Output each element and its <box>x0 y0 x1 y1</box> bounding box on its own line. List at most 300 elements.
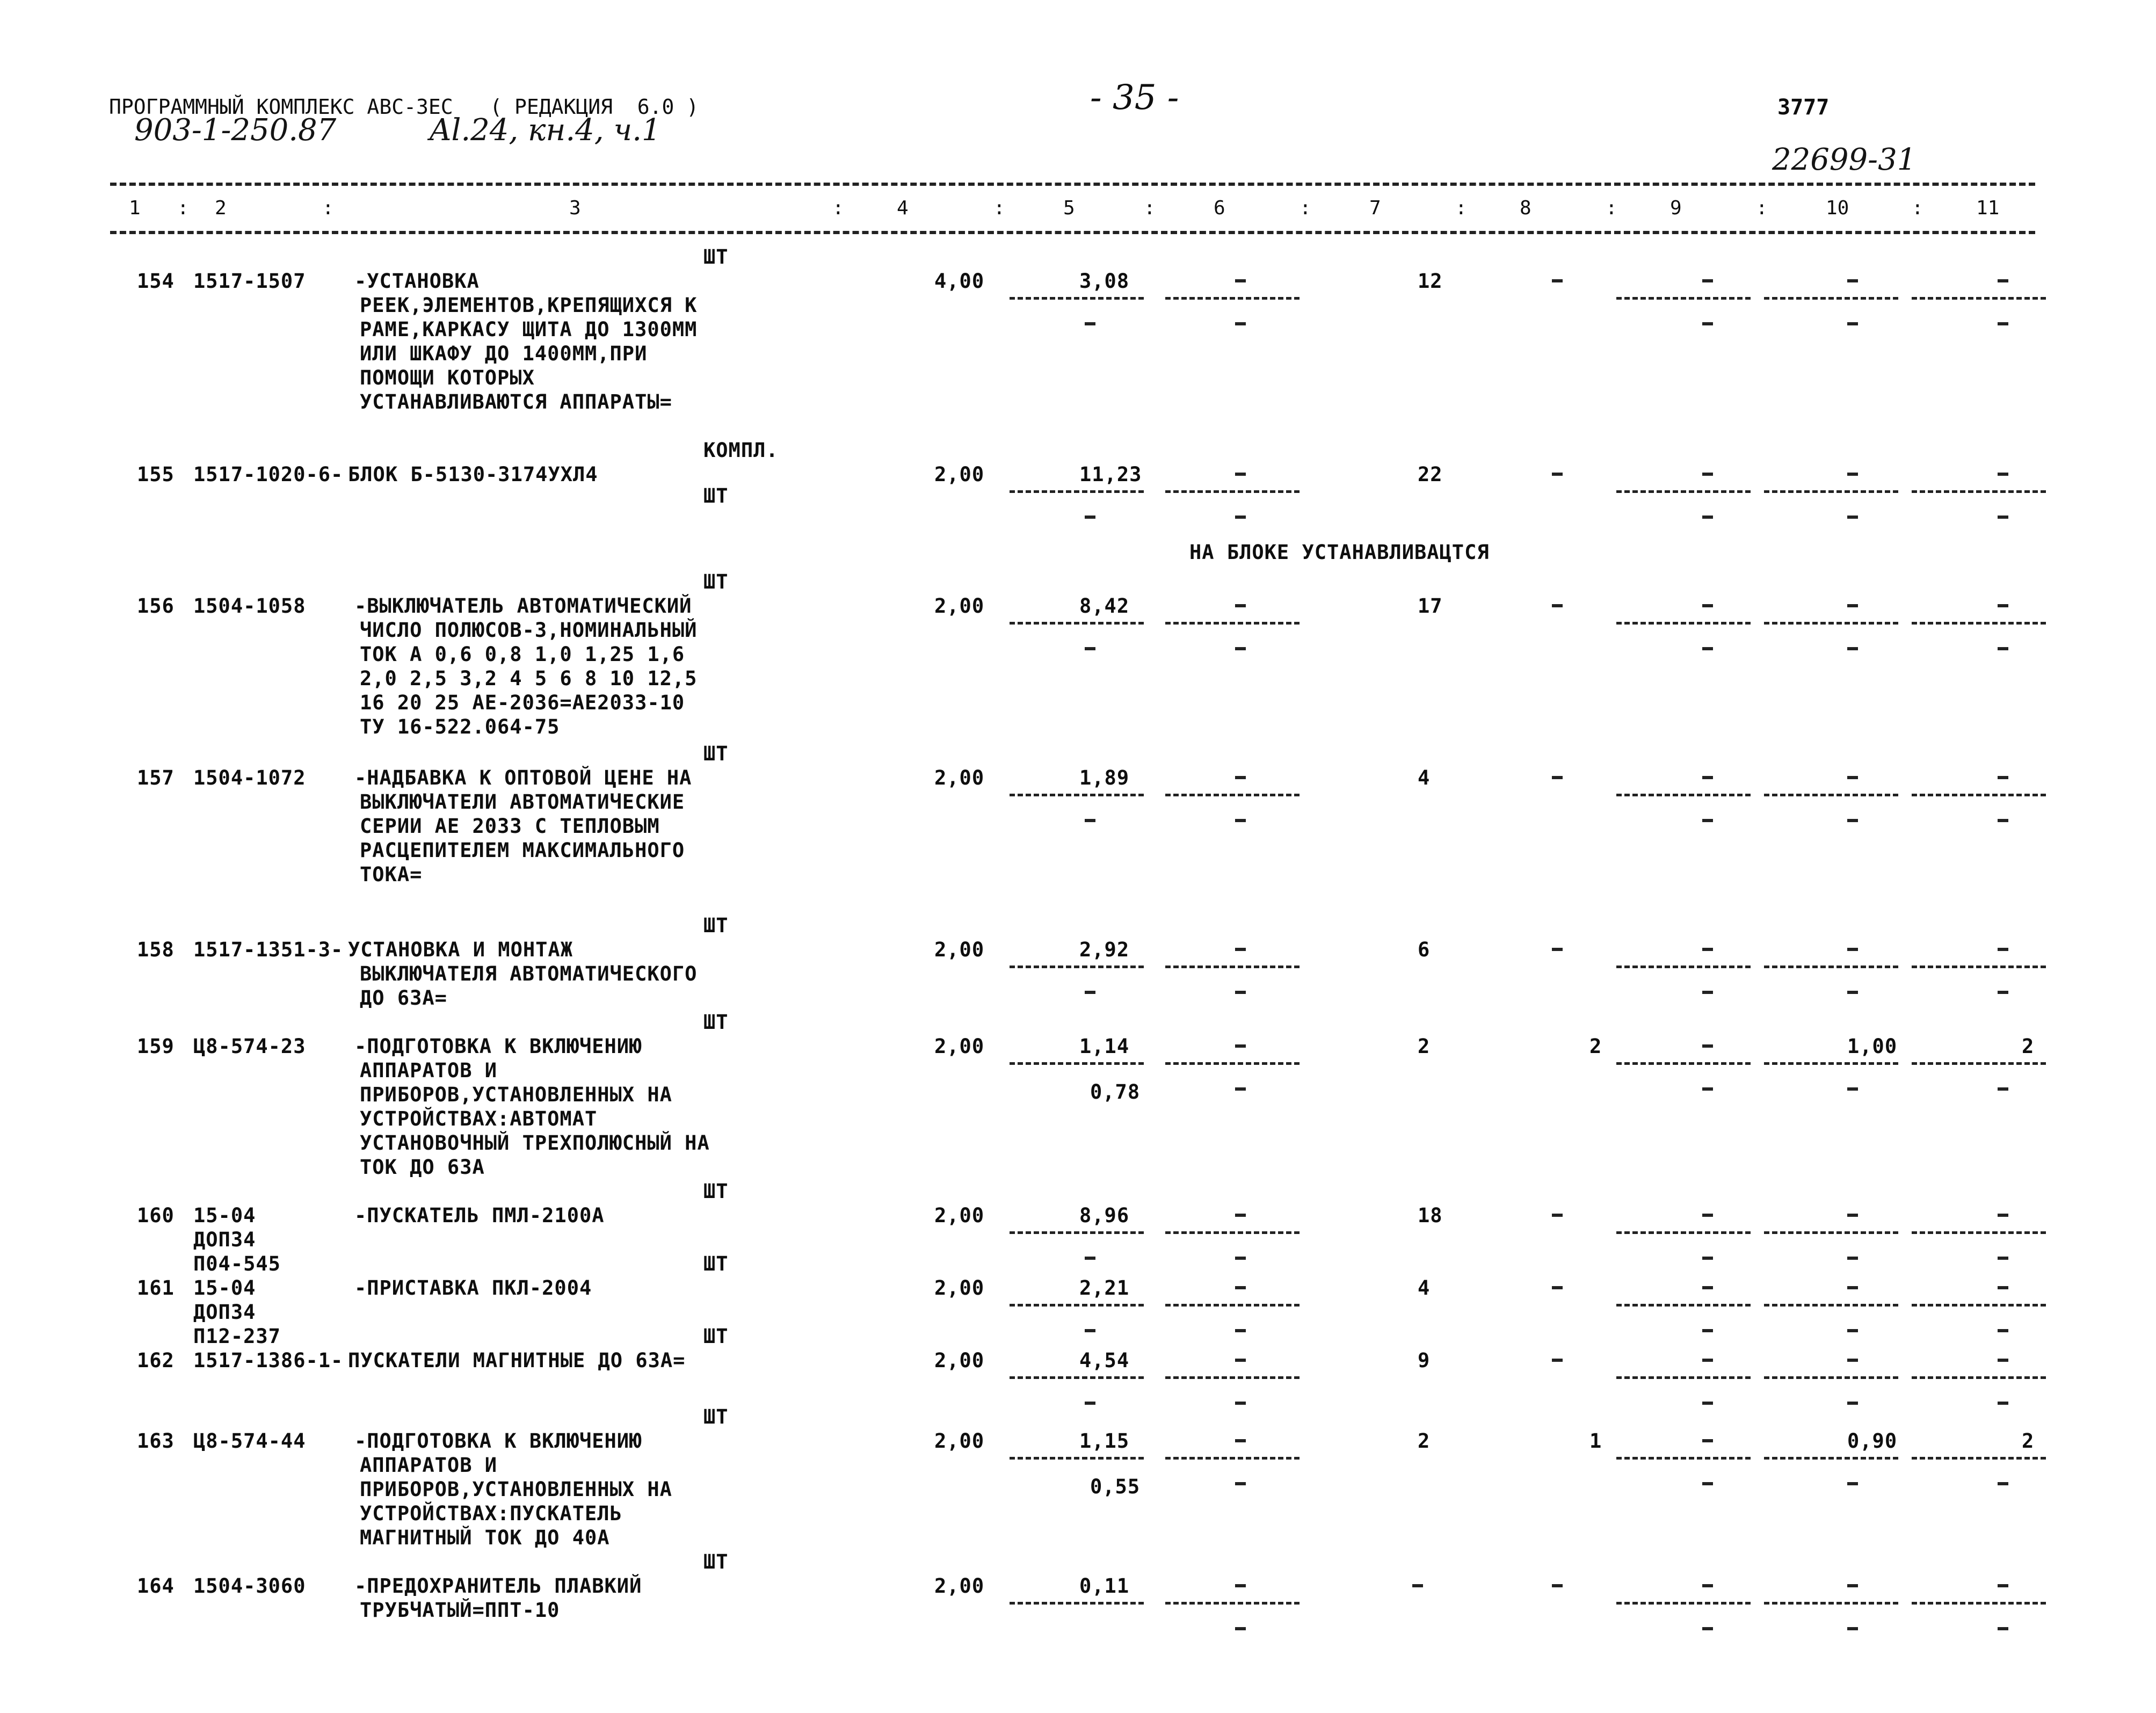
col10-sub-dash <box>1847 1329 1858 1332</box>
price-value: 1,14 <box>1079 1035 1130 1058</box>
price-sub-dash <box>1085 647 1095 650</box>
row-code-secondary: ДОП34 <box>193 1301 256 1324</box>
description-line: -ВЫКЛЮЧАТЕЛЬ АВТОМАТИЧЕСКИЙ <box>354 594 692 618</box>
col10-dash <box>1847 1359 1858 1362</box>
col10-underline <box>1764 1231 1898 1234</box>
col10-sub-dash <box>1847 1402 1858 1405</box>
col6-dash <box>1235 279 1246 282</box>
col11-dash <box>1998 1584 2008 1587</box>
col10-dash <box>1847 604 1858 607</box>
column-number-2: 2 <box>215 197 227 219</box>
col10-sub-dash <box>1847 1482 1858 1485</box>
col11-sub-dash <box>1998 1402 2008 1405</box>
col11-underline <box>1912 1457 2046 1460</box>
col11-underline <box>1912 1602 2046 1605</box>
price-value: 8,42 <box>1079 594 1130 618</box>
price-value: 2,92 <box>1079 938 1130 961</box>
price-value: 4,54 <box>1079 1349 1130 1372</box>
row-number: 156 <box>137 594 175 618</box>
unit-label: ШТ <box>703 1550 729 1573</box>
row-number: 155 <box>137 463 175 486</box>
description-line: -ПРЕДОХРАНИТЕЛЬ ПЛАВКИЙ <box>354 1574 642 1598</box>
col7-dash <box>1412 1584 1423 1587</box>
album-reference: Al.24, кн.4, ч.1 <box>430 113 661 148</box>
unit-label: ШТ <box>703 742 729 765</box>
price-underline <box>1010 1231 1144 1234</box>
col10-sub-dash <box>1847 819 1858 822</box>
col10-dash <box>1847 473 1858 476</box>
description-line: ТРУБЧАТЫЙ=ППТ-10 <box>360 1599 560 1622</box>
col10-sub-dash <box>1847 991 1858 994</box>
col10-underline <box>1764 1457 1898 1460</box>
description-line: -ПОДГОТОВКА К ВКЛЮЧЕНИЮ <box>354 1429 642 1453</box>
col11-sub-dash <box>1998 1329 2008 1332</box>
row-number: 162 <box>137 1349 175 1372</box>
unit-label: ШТ <box>703 570 729 593</box>
col11-sub-dash <box>1998 322 2008 325</box>
sheet-number: 3777 <box>1777 95 1830 120</box>
row-number: 159 <box>137 1035 175 1058</box>
col7-value: 2 <box>1418 1429 1431 1453</box>
col8-value: 1 <box>1589 1429 1602 1453</box>
col6-sub-dash <box>1235 322 1246 325</box>
price-underline <box>1010 794 1144 796</box>
row-code-tertiary: П12-237 <box>193 1325 281 1348</box>
description-line: ВЫКЛЮЧАТЕЛЯ АВТОМАТИЧЕСКОГО <box>360 962 698 985</box>
column-separator: : <box>832 197 844 219</box>
quantity-value: 2,00 <box>934 1204 985 1227</box>
col10-value: 1,00 <box>1847 1035 1898 1058</box>
row-number: 154 <box>137 270 175 293</box>
description-line: ПУСКАТЕЛИ МАГНИТНЫЕ ДО 63А= <box>348 1349 686 1372</box>
col10-sub-dash <box>1847 322 1858 325</box>
row-code-tertiary: П04-545 <box>193 1252 281 1275</box>
col9-dash <box>1702 473 1713 476</box>
description-line: ПРИБОРОВ,УСТАНОВЛЕННЫХ НА <box>360 1478 672 1501</box>
col9-sub-dash <box>1702 1329 1713 1332</box>
col10-dash <box>1847 1286 1858 1289</box>
unit-label: ШТ <box>703 914 729 937</box>
col6-underline <box>1165 1231 1300 1234</box>
col11-sub-dash <box>1998 647 2008 650</box>
description-line: ТОК ДО 63А <box>360 1156 485 1179</box>
col11-dash <box>1998 279 2008 282</box>
row-number: 157 <box>137 766 175 789</box>
col6-sub-dash <box>1235 819 1246 822</box>
project-code: 903-1-250.87 <box>134 113 337 148</box>
col11-sub-dash <box>1998 819 2008 822</box>
col6-underline <box>1165 1457 1300 1460</box>
col11-sub-dash <box>1998 1257 2008 1260</box>
description-line: -УСТАНОВКА <box>354 270 480 293</box>
description-line: ЧИСЛО ПОЛЮСОВ-3,НОМИНАЛЬНЫЙ <box>360 619 698 642</box>
row-number: 164 <box>137 1574 175 1598</box>
col8-dash <box>1552 776 1563 779</box>
description-line: УСТРОЙСТВАХ:АВТОМАТ <box>360 1107 598 1130</box>
col6-dash <box>1235 948 1246 951</box>
price-sub-dash <box>1085 1329 1095 1332</box>
col11-underline <box>1912 622 2046 625</box>
row-code: 1517-1351-3- <box>193 938 344 961</box>
header-rule-bottom <box>110 231 2035 234</box>
header-rule-top <box>110 183 2035 186</box>
col11-underline <box>1912 794 2046 796</box>
col10-dash <box>1847 776 1858 779</box>
col8-value: 2 <box>1589 1035 1602 1058</box>
col9-underline <box>1616 1457 1751 1460</box>
description-line: ПОМОЩИ КОТОРЫХ <box>360 366 535 389</box>
row-code-secondary: ДОП34 <box>193 1228 256 1251</box>
description-line: ТУ 16-522.064-75 <box>360 715 560 738</box>
col6-sub-dash <box>1235 1482 1246 1485</box>
col11-dash <box>1998 1359 2008 1362</box>
price-value: 11,23 <box>1079 463 1142 486</box>
col10-dash <box>1847 1584 1858 1587</box>
col10-dash <box>1847 1214 1858 1217</box>
col9-underline <box>1616 1304 1751 1306</box>
column-number-5: 5 <box>1063 197 1075 219</box>
price-underline <box>1010 622 1144 625</box>
col9-sub-dash <box>1702 991 1713 994</box>
quantity-value: 2,00 <box>934 1349 985 1372</box>
unit-label: ШТ <box>703 245 729 268</box>
col7-value: 18 <box>1418 1204 1443 1227</box>
col6-dash <box>1235 1359 1246 1362</box>
col9-dash <box>1702 776 1713 779</box>
quantity-value: 2,00 <box>934 1429 985 1453</box>
col11-dash <box>1998 1214 2008 1217</box>
col11-underline <box>1912 1062 2046 1065</box>
col9-sub-dash <box>1702 819 1713 822</box>
col7-value: 4 <box>1418 766 1431 789</box>
col10-dash <box>1847 279 1858 282</box>
price-value: 8,96 <box>1079 1204 1130 1227</box>
unit-label-secondary: ШТ <box>703 484 729 507</box>
col10-dash <box>1847 948 1858 951</box>
col10-sub-dash <box>1847 1627 1858 1630</box>
description-line: СЕРИИ АЕ 2033 С ТЕПЛОВЫМ <box>360 815 660 838</box>
price-underline <box>1010 1304 1144 1306</box>
col11-value: 2 <box>2022 1035 2035 1058</box>
col6-sub-dash <box>1235 1627 1246 1630</box>
col7-value: 4 <box>1418 1276 1431 1300</box>
col8-dash <box>1552 1214 1563 1217</box>
col9-underline <box>1616 966 1751 968</box>
col11-dash <box>1998 473 2008 476</box>
col8-dash <box>1552 473 1563 476</box>
col6-dash <box>1235 776 1246 779</box>
price-sub-dash <box>1085 516 1095 519</box>
col6-underline <box>1165 1376 1300 1379</box>
price-underline <box>1010 966 1144 968</box>
col11-value: 2 <box>2022 1429 2035 1453</box>
row-number: 158 <box>137 938 175 961</box>
col6-sub-dash <box>1235 647 1246 650</box>
col9-underline <box>1616 1602 1751 1605</box>
page-number: - 35 - <box>1090 78 1179 118</box>
col9-underline <box>1616 1231 1751 1234</box>
col11-dash <box>1998 776 2008 779</box>
col11-dash <box>1998 1286 2008 1289</box>
col7-value: 22 <box>1418 463 1443 486</box>
col9-dash <box>1702 1439 1713 1442</box>
description-line: УСТАНОВОЧНЫЙ ТРЕХПОЛЮСНЫЙ НА <box>360 1131 710 1155</box>
col10-sub-dash <box>1847 1087 1858 1091</box>
row-number: 161 <box>137 1276 175 1300</box>
col10-sub-dash <box>1847 647 1858 650</box>
description-line: АППАРАТОВ И <box>360 1059 498 1082</box>
row-code: 15-04 <box>193 1204 256 1227</box>
description-line: -ПРИСТАВКА ПКЛ-2004 <box>354 1276 592 1300</box>
description-line: 2,0 2,5 3,2 4 5 6 8 10 12,5 <box>360 667 698 690</box>
price-value: 1,89 <box>1079 766 1130 789</box>
price-underline <box>1010 1602 1144 1605</box>
col9-dash <box>1702 1214 1713 1217</box>
col10-underline <box>1764 1062 1898 1065</box>
row-code: 1517-1507 <box>193 270 306 293</box>
description-line: -ПУСКАТЕЛЬ ПМЛ-2100А <box>354 1204 605 1227</box>
price-underline <box>1010 1457 1144 1460</box>
col6-dash <box>1235 1439 1246 1442</box>
price-sub-value: 0,55 <box>1090 1475 1141 1498</box>
description-line: УСТАНОВКА И МОНТАЖ <box>348 938 573 961</box>
col6-dash <box>1235 1044 1246 1048</box>
col10-underline <box>1764 794 1898 796</box>
unit-label: КОМПЛ. <box>703 439 779 462</box>
description-line: РАМЕ,КАРКАСУ ЩИТА ДО 1300ММ <box>360 318 698 341</box>
description-line: ИЛИ ШКАФУ ДО 1400ММ,ПРИ <box>360 342 648 365</box>
col9-dash <box>1702 1359 1713 1362</box>
col7-value: 12 <box>1418 270 1443 293</box>
table-note: НА БЛОКЕ УСТАНАВЛИВАЦТСЯ <box>1189 541 1490 564</box>
col6-underline <box>1165 490 1300 493</box>
col11-underline <box>1912 297 2046 300</box>
column-separator: : <box>177 197 189 219</box>
col9-underline <box>1616 297 1751 300</box>
col6-underline <box>1165 297 1300 300</box>
col9-sub-dash <box>1702 1627 1713 1630</box>
row-code: 1504-1058 <box>193 594 306 618</box>
col11-underline <box>1912 490 2046 493</box>
column-number-4: 4 <box>897 197 909 219</box>
price-underline <box>1010 490 1144 493</box>
column-number-8: 8 <box>1520 197 1531 219</box>
col7-value: 6 <box>1418 938 1431 961</box>
col6-dash <box>1235 1214 1246 1217</box>
col11-sub-dash <box>1998 1482 2008 1485</box>
price-underline <box>1010 1062 1144 1065</box>
col6-sub-dash <box>1235 516 1246 519</box>
unit-label: ШТ <box>703 1180 729 1203</box>
quantity-value: 4,00 <box>934 270 985 293</box>
quantity-value: 2,00 <box>934 1574 985 1598</box>
row-code: 1504-1072 <box>193 766 306 789</box>
column-number-10: 10 <box>1826 197 1849 219</box>
col6-sub-dash <box>1235 1257 1246 1260</box>
col9-underline <box>1616 1376 1751 1379</box>
unit-label: ШТ <box>703 1252 729 1275</box>
description-line: 16 20 25 АЕ-2036=АЕ2033-10 <box>360 691 685 714</box>
price-sub-dash <box>1085 322 1095 325</box>
column-number-1: 1 <box>129 197 141 219</box>
col9-sub-dash <box>1702 1482 1713 1485</box>
col8-dash <box>1552 604 1563 607</box>
description-line: ДО 63А= <box>360 986 447 1010</box>
column-separator: : <box>322 197 334 219</box>
col6-dash <box>1235 604 1246 607</box>
col10-underline <box>1764 622 1898 625</box>
col6-dash <box>1235 473 1246 476</box>
col9-underline <box>1616 622 1751 625</box>
col11-sub-dash <box>1998 1087 2008 1091</box>
col9-dash <box>1702 1286 1713 1289</box>
col6-underline <box>1165 1602 1300 1605</box>
col9-sub-dash <box>1702 516 1713 519</box>
col11-underline <box>1912 1231 2046 1234</box>
col6-dash <box>1235 1584 1246 1587</box>
price-underline <box>1010 297 1144 300</box>
col11-underline <box>1912 1376 2046 1379</box>
col11-sub-dash <box>1998 991 2008 994</box>
description-line: ТОК А 0,6 0,8 1,0 1,25 1,6 <box>360 643 685 666</box>
column-separator: : <box>1455 197 1467 219</box>
description-line: АППАРАТОВ И <box>360 1454 498 1477</box>
col9-sub-dash <box>1702 647 1713 650</box>
row-number: 160 <box>137 1204 175 1227</box>
col8-dash <box>1552 1286 1563 1289</box>
price-value: 2,21 <box>1079 1276 1130 1300</box>
quantity-value: 2,00 <box>934 938 985 961</box>
column-separator: : <box>1300 197 1311 219</box>
description-line: ТОКА= <box>360 863 423 886</box>
quantity-value: 2,00 <box>934 594 985 618</box>
column-separator: : <box>993 197 1005 219</box>
col8-dash <box>1552 1359 1563 1362</box>
description-line: ПРИБОРОВ,УСТАНОВЛЕННЫХ НА <box>360 1083 672 1106</box>
col9-sub-dash <box>1702 1257 1713 1260</box>
col7-value: 9 <box>1418 1349 1431 1372</box>
unit-label: ШТ <box>703 1405 729 1428</box>
price-sub-dash <box>1085 991 1095 994</box>
col7-value: 2 <box>1418 1035 1431 1058</box>
col11-sub-dash <box>1998 1627 2008 1630</box>
col9-sub-dash <box>1702 322 1713 325</box>
description-line: МАГНИТНЫЙ ТОК ДО 40А <box>360 1526 610 1549</box>
quantity-value: 2,00 <box>934 1035 985 1058</box>
description-line: РАСЦЕПИТЕЛЕМ МАКСИМАЛЬНОГО <box>360 839 685 862</box>
col6-sub-dash <box>1235 1402 1246 1405</box>
quantity-value: 2,00 <box>934 463 985 486</box>
column-separator: : <box>1144 197 1156 219</box>
price-underline <box>1010 1376 1144 1379</box>
col8-dash <box>1552 1584 1563 1587</box>
description-line: УСТРОЙСТВАХ:ПУСКАТЕЛЬ <box>360 1502 622 1525</box>
col9-dash <box>1702 1044 1713 1048</box>
col10-underline <box>1764 297 1898 300</box>
description-line: -НАДБАВКА К ОПТОВОЙ ЦЕНЕ НА <box>354 766 692 789</box>
col6-sub-dash <box>1235 1087 1246 1091</box>
row-code: Ц8-574-23 <box>193 1035 306 1058</box>
col9-underline <box>1616 794 1751 796</box>
price-sub-dash <box>1085 819 1095 822</box>
row-code: 1517-1386-1- <box>193 1349 344 1372</box>
col10-underline <box>1764 966 1898 968</box>
col9-sub-dash <box>1702 1087 1713 1091</box>
col10-underline <box>1764 1602 1898 1605</box>
col6-dash <box>1235 1286 1246 1289</box>
col9-dash <box>1702 279 1713 282</box>
row-number: 163 <box>137 1429 175 1453</box>
row-code: Ц8-574-44 <box>193 1429 306 1453</box>
col9-dash <box>1702 1584 1713 1587</box>
column-number-6: 6 <box>1214 197 1225 219</box>
col9-underline <box>1616 490 1751 493</box>
row-code: 1517-1020-6- <box>193 463 344 486</box>
col6-underline <box>1165 1062 1300 1065</box>
quantity-value: 2,00 <box>934 1276 985 1300</box>
col6-sub-dash <box>1235 1329 1246 1332</box>
col9-sub-dash <box>1702 1402 1713 1405</box>
col11-underline <box>1912 1304 2046 1306</box>
price-sub-dash <box>1085 1257 1095 1260</box>
col6-underline <box>1165 1304 1300 1306</box>
column-separator: : <box>1756 197 1768 219</box>
description-line: БЛОК Б-5130-3174УХЛ4 <box>348 463 598 486</box>
unit-label: ШТ <box>703 1011 729 1034</box>
price-value: 0,11 <box>1079 1574 1130 1598</box>
unit-label: ШТ <box>703 1325 729 1348</box>
description-line: УСТАНАВЛИВАЮТСЯ АППАРАТЫ= <box>360 390 672 413</box>
col10-underline <box>1764 490 1898 493</box>
col8-dash <box>1552 279 1563 282</box>
row-code: 15-04 <box>193 1276 256 1300</box>
column-number-11: 11 <box>1976 197 2000 219</box>
description-line: -ПОДГОТОВКА К ВКЛЮЧЕНИЮ <box>354 1035 642 1058</box>
col10-underline <box>1764 1376 1898 1379</box>
price-value: 3,08 <box>1079 270 1130 293</box>
col7-value: 17 <box>1418 594 1443 618</box>
col6-underline <box>1165 794 1300 796</box>
quantity-value: 2,00 <box>934 766 985 789</box>
description-line: ВЫКЛЮЧАТЕЛИ АВТОМАТИЧЕСКИЕ <box>360 790 685 814</box>
col6-sub-dash <box>1235 991 1246 994</box>
col10-sub-dash <box>1847 1257 1858 1260</box>
col11-underline <box>1912 966 2046 968</box>
column-separator: : <box>1912 197 1923 219</box>
col6-underline <box>1165 622 1300 625</box>
col11-dash <box>1998 948 2008 951</box>
row-code: 1504-3060 <box>193 1574 306 1598</box>
description-line: РЕЕК,ЭЛЕМЕНТОВ,КРЕПЯЩИХСЯ К <box>360 294 698 317</box>
col10-value: 0,90 <box>1847 1429 1898 1453</box>
col6-underline <box>1165 966 1300 968</box>
price-sub-value: 0,78 <box>1090 1080 1141 1104</box>
col10-underline <box>1764 1304 1898 1306</box>
stamp-number: 22699-31 <box>1772 142 1917 177</box>
col9-dash <box>1702 948 1713 951</box>
column-number-9: 9 <box>1670 197 1682 219</box>
col9-underline <box>1616 1062 1751 1065</box>
col8-dash <box>1552 948 1563 951</box>
program-header: ПРОГРАММНЫЙ КОМПЛЕКС АВС-3ЕС ( РЕДАКЦИЯ 6.0 ) <box>109 95 699 119</box>
col9-dash <box>1702 604 1713 607</box>
col11-sub-dash <box>1998 516 2008 519</box>
col10-sub-dash <box>1847 516 1858 519</box>
price-sub-dash <box>1085 1402 1095 1405</box>
col11-dash <box>1998 604 2008 607</box>
column-separator: : <box>1606 197 1617 219</box>
column-number-7: 7 <box>1369 197 1381 219</box>
